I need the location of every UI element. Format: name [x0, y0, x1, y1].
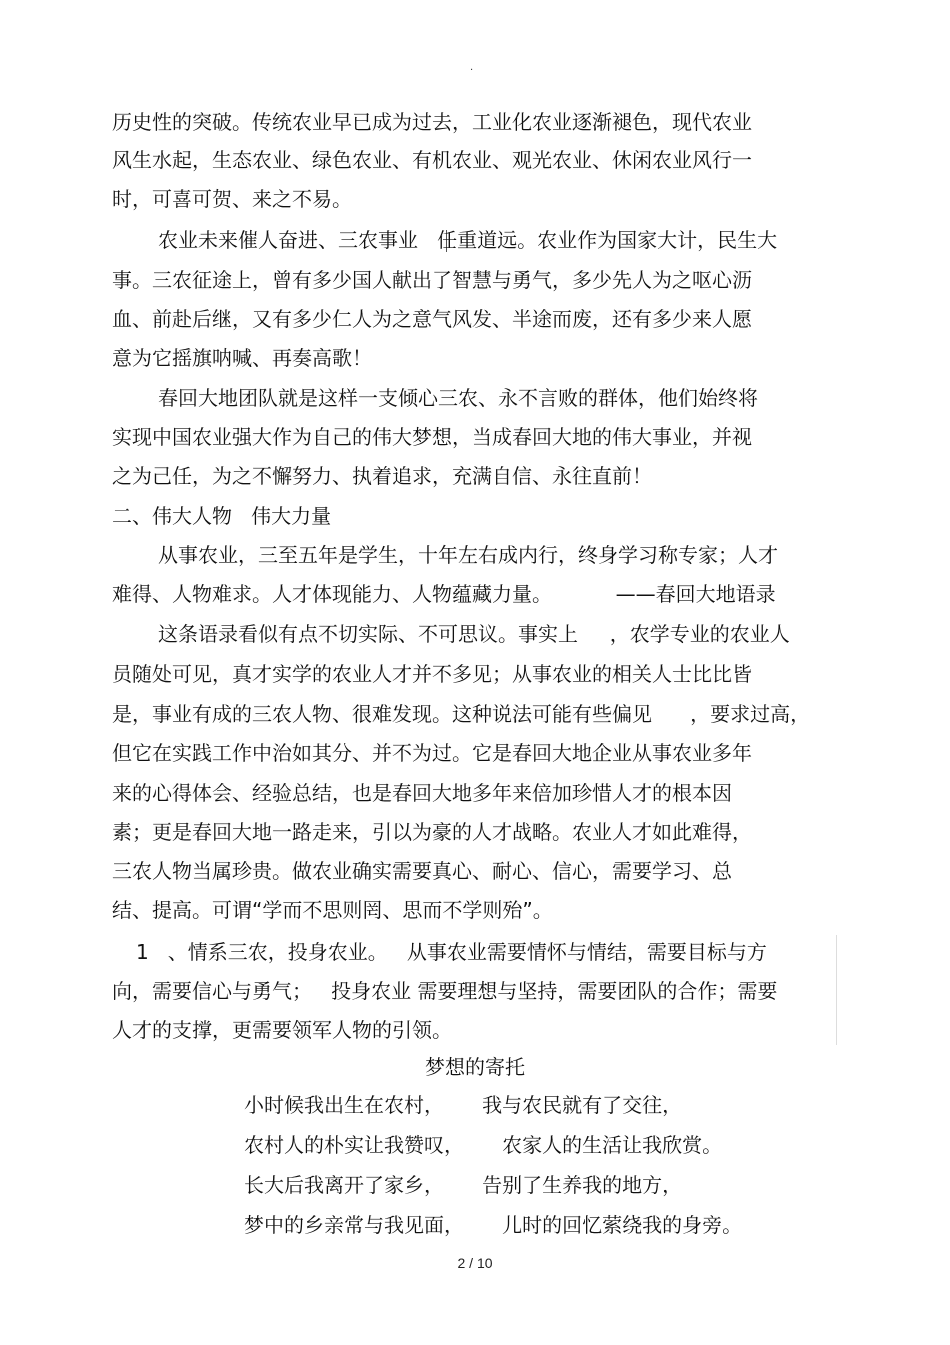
body-line: 结、提高。可谓“学而不思则罔、思而不学则殆”。 [112, 898, 553, 922]
body-line: 春回大地团队就是这样一支倾心三农、永不言败的群体，他们始终将 [158, 386, 758, 410]
body-line: 风生水起，生态农业、绿色农业、有机农业、观光农业、休闲农业风行一 [112, 148, 752, 172]
body-line: 从事农业，三至五年是学生，十年左右成内行，终身学习称专家；人才 [158, 543, 778, 567]
section-heading: 二、伟大人物 伟大力量 [112, 504, 332, 528]
body-line: 难得、人物难求。人才体现能力、人物蕴藏力量。 ——春回大地语录 [112, 582, 776, 606]
body-line: 实现中国农业强大作为自己的伟大梦想，当成春回大地的伟大事业，并视 [112, 425, 752, 449]
body-line: 历史性的突破。传统农业早已成为过去，工业化农业逐渐褪色，现代农业 [112, 110, 752, 134]
body-line: 事。三农征途上，曾有多少国人献出了智慧与勇气，多少先人为之呕心沥 [112, 268, 752, 292]
body-line: 这条语录看似有点不切实际、不可思议。事实上 ，农学专业的农业人 [158, 622, 790, 646]
body-line: 时，可喜可贺、来之不易。 [112, 187, 352, 211]
body-line: 是，事业有成的三农人物、很难发现。这种说法可能有些偏见 ，要求过高， [112, 702, 811, 726]
page-marker: . [470, 62, 474, 73]
body-line: 但它在实践工作中治如其分、并不为过。它是春回大地企业从事农业多年 [112, 741, 752, 765]
body-line: 农业未来催人奋进、三农事业 任重道远。农业作为国家大计，民生大 [158, 228, 778, 252]
body-line: 之为己任，为之不懈努力、执着追求，充满自信、永往直前！ [112, 464, 652, 488]
body-line: 向，需要信心与勇气； 投身农业 需要理想与坚持，需要团队的合作；需要 [112, 979, 778, 1003]
poem-line: 小时候我出生在农村， 我与农民就有了交往， [244, 1093, 683, 1117]
body-line: 血、前赴后继，又有多少仁人为之意气风发、半途而废，还有多少来人愿 [112, 307, 752, 331]
body-line: 素；更是春回大地一路走来，引以为豪的人才战略。农业人才如此难得， [112, 820, 752, 844]
poem-line: 长大后我离开了家乡， 告别了生养我的地方， [244, 1173, 683, 1197]
body-line: 三农人物当属珍贵。做农业确实需要真心、耐心、信心，需要学习、总 [112, 859, 732, 883]
poem-line: 农村人的朴实让我赞叹， 农家人的生活让我欣赏。 [244, 1133, 723, 1157]
body-line: 来的心得体会、经验总结，也是春回大地多年来倍加珍惜人才的根本因 [112, 781, 732, 805]
poem-line: 梦中的乡亲常与我见面， 儿时的回忆萦绕我的身旁。 [244, 1213, 743, 1237]
body-line: 1 、情系三农，投身农业。 从事农业需要情怀与情结，需要目标与方 [136, 940, 767, 964]
poem-title: 梦想的寄托 [425, 1055, 525, 1079]
body-line: 人才的支撑，更需要领军人物的引领。 [112, 1018, 452, 1042]
margin-line [836, 935, 837, 1045]
body-line: 意为它摇旗呐喊、再奏高歌！ [112, 346, 372, 370]
body-line: 员随处可见，真才实学的农业人才并不多见；从事农业的相关人士比比皆 [112, 662, 752, 686]
page-number: 2 / 10 [457, 1255, 493, 1271]
